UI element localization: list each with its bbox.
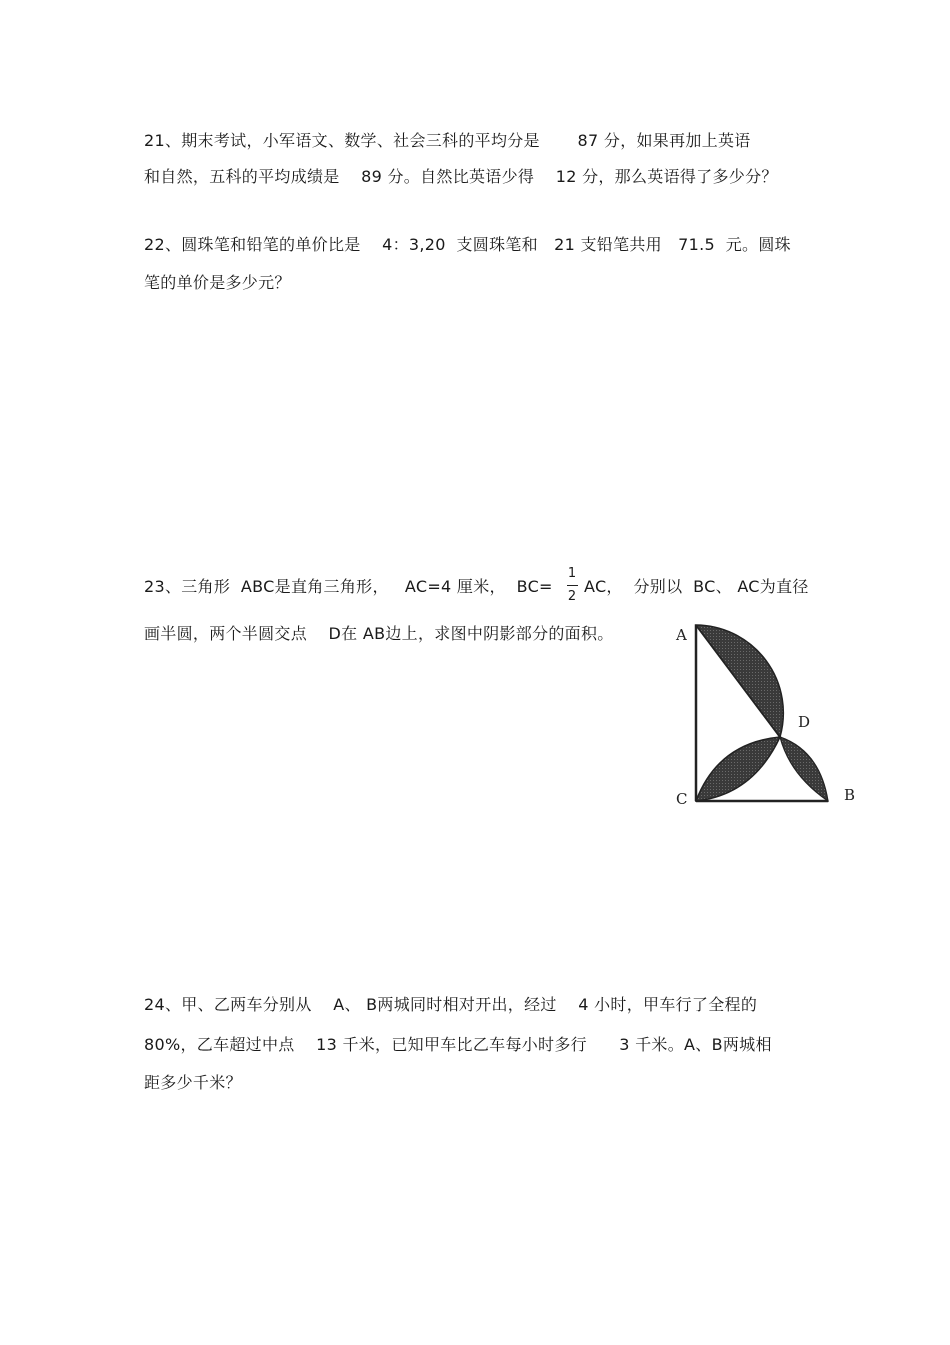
- q24-line-1: 24、甲、乙两车分别从 A、 B两城同时相对开出，经过 4 小时，甲车行了全程的: [144, 995, 758, 1014]
- label-d: D: [798, 713, 811, 731]
- q24-line-3: 距多少千米？: [144, 1073, 242, 1092]
- fraction-bar: [567, 585, 578, 586]
- q22-line-1: 22、圆珠笔和铅笔的单价比是 4：3,20 支圆珠笔和 21 支铅笔共用 71.5 元。圆珠: [144, 235, 791, 254]
- geometry-figure: [668, 615, 878, 825]
- q21-line-2: 和自然，五科的平均成绩是 89 分。自然比英语少得 12 分，那么英语得了多少分？: [144, 167, 778, 186]
- label-b: B: [844, 786, 856, 804]
- q23-line-1a: 23、三角形 ABC是直角三角形， AC=4 厘米， BC=: [144, 577, 553, 596]
- label-c: C: [676, 790, 688, 808]
- q23-line-1b: AC， 分别以 BC、 AC为直径: [584, 577, 809, 596]
- q23-line-2: 画半圆，两个半圆交点 D在 AB边上，求图中阴影部分的面积。: [144, 624, 614, 643]
- q24-line-2: 80%，乙车超过中点 13 千米，已知甲车比乙车每小时多行 3 千米。A、B两城相: [144, 1035, 772, 1054]
- fraction-numerator: 1: [567, 566, 577, 581]
- label-a: A: [676, 626, 687, 644]
- q22-line-2: 笔的单价是多少元？: [144, 273, 291, 292]
- fraction-denominator: 2: [567, 589, 577, 604]
- shaded-lens-lower: [696, 737, 780, 801]
- shaded-lens-right: [780, 737, 828, 801]
- q21-line-1: 21、期末考试，小军语文、数学、社会三科的平均分是 87 分，如果再加上英语: [144, 131, 751, 150]
- shaded-region-upper: [696, 625, 783, 737]
